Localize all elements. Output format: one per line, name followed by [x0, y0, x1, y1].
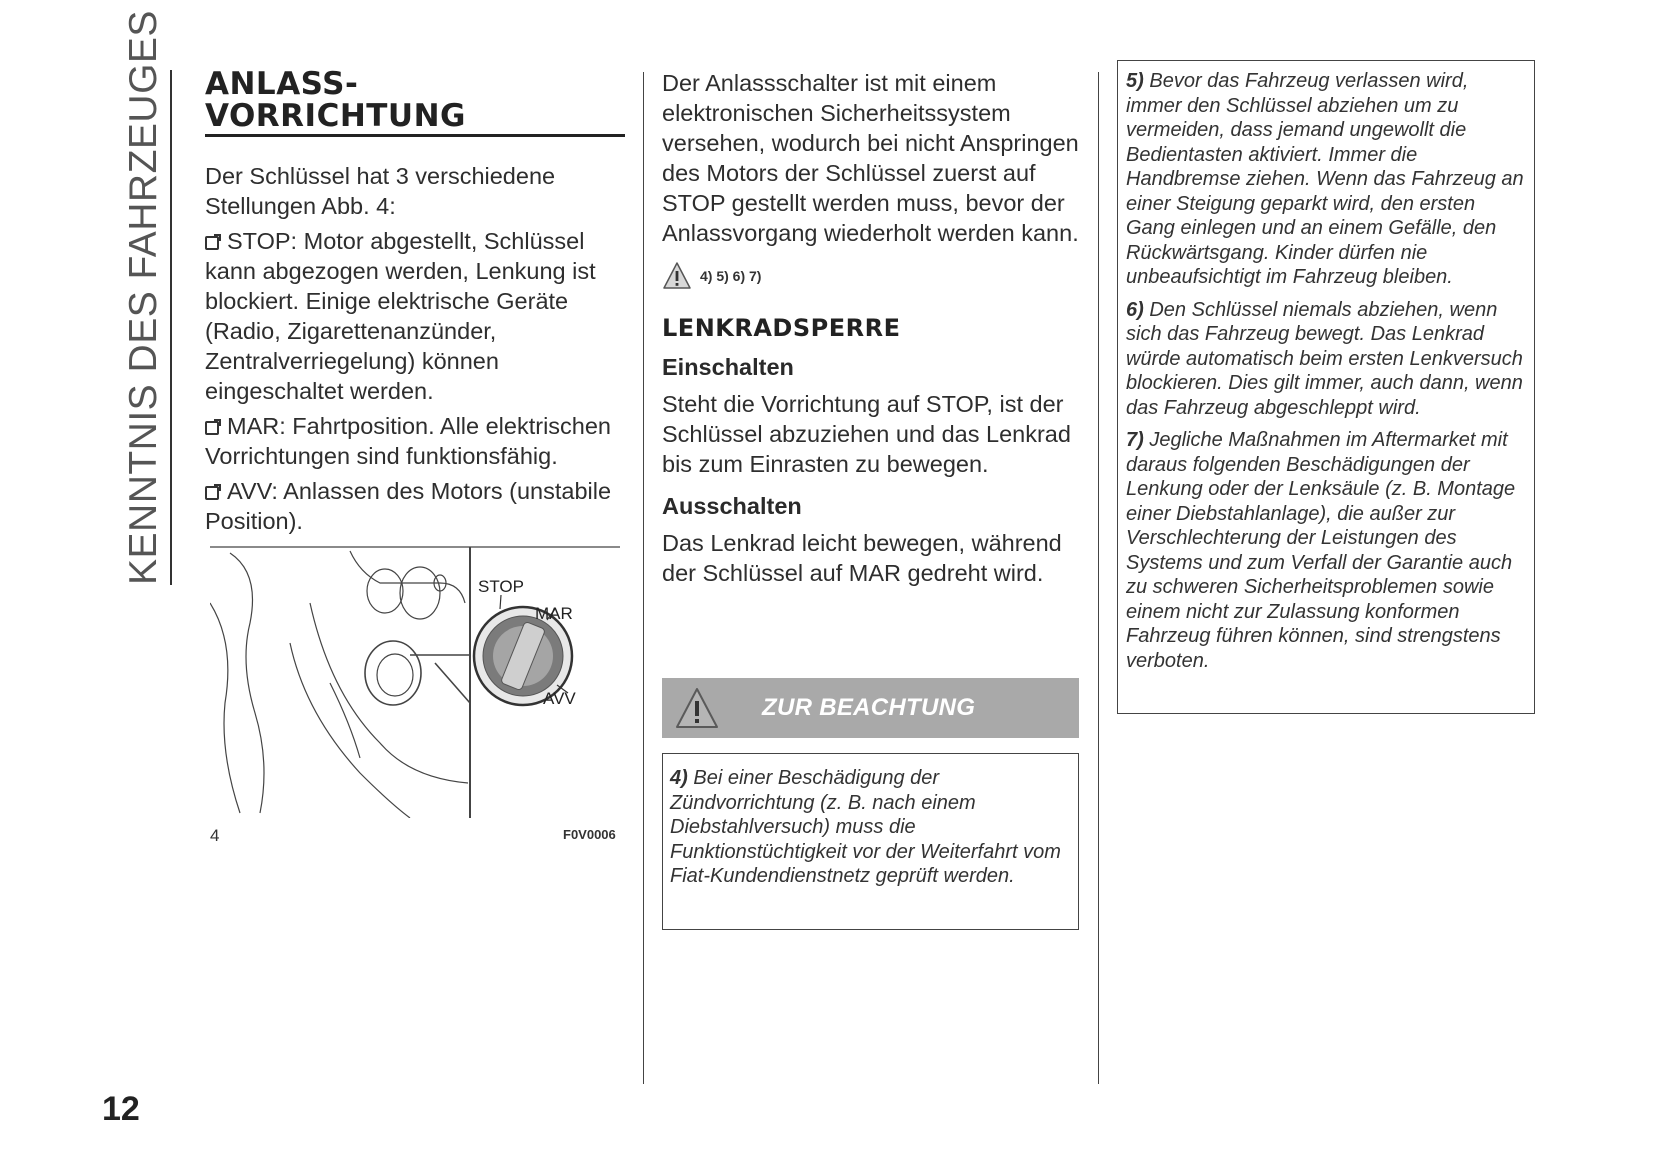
figure-code: F0V0006 — [563, 827, 616, 842]
subheading-einschalten: Einschalten — [662, 354, 794, 380]
label-mar: MAR — [535, 604, 573, 623]
ausschalten-paragraph: Das Lenkrad leicht bewegen, während der Schlüssel auf MAR gedreht wird. — [662, 530, 1062, 586]
warning-triangle-icon — [662, 261, 692, 291]
note-4 — [670, 766, 1070, 889]
note-7-number: 7) — [1126, 429, 1144, 451]
stop-tick — [500, 595, 501, 609]
bullet-avv-text: AVV: Anlassen des Motors (unstabile Position). — [205, 478, 612, 534]
heading-line-1: ANLASS- — [205, 66, 359, 102]
page-number: 12 — [102, 1090, 140, 1128]
anlassschalter-paragraph: Der Anlassschalter ist mit einem elektronischen Sicherheitssystem versehen, wodurch bei nicht Anspringen des Motors der Schlüssel zuerst auf STOP gestellt werden muss, bevor der Anlassvorgang wiederholt werden kann. — [662, 70, 1079, 246]
einschalten-paragraph: Steht die Vorrichtung auf STOP, ist der Schlüssel abzuziehen und das Lenkrad bis zum Einrasten zu bewegen. — [662, 391, 1071, 477]
note-7-text: Jegliche Maßnahmen im Aftermarket mit daraus folgenden Beschädigungen der Lenkung oder der Lenksäule (z. B. Montage einer Diebstahlanlage), die außer zur Verschlechterung der Leistungen des Systems und zum Verfall der Garantie auch zu schweren Sicherheitsproblemen sowie einem nicht zur Zulassung konformen Fahrzeug führen können, sind strengstens verboten. — [1126, 429, 1516, 672]
chapter-side-title: KENNTNIS DES FAHRZEUGES — [122, 10, 165, 585]
ignition-lock-inner — [377, 654, 413, 696]
bullet-avv — [205, 476, 625, 536]
note-4-number: 4) — [670, 767, 688, 789]
warning-banner-title: ZUR BEACHTUNG — [762, 694, 976, 721]
note-6-number: 6) — [1126, 298, 1144, 321]
note-5-number: 5) — [1126, 70, 1144, 92]
warning-references: 4) 5) 6) 7) — [700, 268, 762, 284]
bullet-stop-text: STOP: Motor abgestellt, Schlüssel kann abgezogen werden, Lenkung ist blockiert. Einige elektrische Geräte (Radio, Zigarettenanzünder, Zentralverriegelung) können eingeschaltet werden. — [205, 228, 596, 404]
heading-line-2: VORRICHTUNG — [205, 98, 466, 134]
section-heading-anlassvorrichtung — [205, 68, 625, 137]
sketch-line — [230, 553, 264, 813]
intro-paragraph: Der Schlüssel hat 3 verschiedene Stellungen Abb. 4: — [205, 163, 556, 219]
section-heading-lenkradsperre: LENKRADSPERRE — [662, 314, 901, 342]
bullet-mar — [205, 411, 625, 471]
note-7 — [1126, 428, 1528, 673]
column-1 — [205, 68, 625, 536]
warning-triangle-icon — [674, 686, 720, 730]
checkbox-bullet-icon — [205, 421, 219, 435]
label-avv: AVV — [543, 689, 576, 708]
sketch-line — [330, 683, 360, 758]
checkbox-bullet-icon — [205, 486, 219, 500]
note-6 — [1126, 298, 1528, 421]
column-divider-2 — [1098, 72, 1099, 1084]
notes-box — [1117, 60, 1535, 714]
callout-line — [435, 663, 470, 703]
note-5 — [1126, 69, 1528, 290]
note-4-text: Bei einer Beschädigung der Zündvorrichtung (z. B. nach einem Diebstahlversuch) muss die Funktionstüchtigkeit vor der Weiterfahrt vom Fiat-Kundendienstnetz geprüft werden. — [670, 767, 1061, 887]
figure-number: 4 — [210, 826, 220, 845]
note-4-box — [662, 753, 1079, 930]
ignition-switch-figure — [210, 543, 620, 818]
column-2 — [662, 68, 1080, 588]
refs-row — [662, 260, 1080, 292]
sketch-line — [310, 603, 468, 783]
sketch-line — [290, 643, 410, 818]
note-6-text: Den Schlüssel niemals abziehen, wenn sich das Fahrzeug bewegt. Das Lenkrad würde automatisch beim ersten Lenkversuch blockieren. Dies gilt immer, auch dann, wenn das Fahrzeug abgeschleppt wird. — [1126, 298, 1523, 419]
subheading-ausschalten: Ausschalten — [662, 493, 802, 519]
column-divider-1 — [643, 72, 644, 1084]
sketch-shape — [400, 567, 440, 619]
warning-banner — [662, 678, 1079, 738]
bullet-mar-text: MAR: Fahrtposition. Alle elektrischen Vorrichtungen sind funktionsfähig. — [205, 413, 611, 469]
bullet-stop — [205, 226, 625, 406]
sketch-line — [210, 603, 240, 813]
chapter-side-rule — [170, 70, 172, 585]
checkbox-bullet-icon — [205, 236, 219, 250]
label-stop: STOP — [478, 577, 524, 596]
sketch-shape — [367, 569, 403, 613]
note-5-text: Bevor das Fahrzeug verlassen wird, immer den Schlüssel abziehen um zu vermeiden, dass jemand ungewollt die Bedientasten aktiviert. Immer die Handbremse ziehen. Wenn das Fahrzeug an einer Steigung geparkt wird, den ersten Gang einlegen und an einem Gefälle, den Rückwärtsgang. Kinder dürfen nie unbeaufsichtigt im Fahrzeug bleiben. — [1126, 70, 1524, 288]
